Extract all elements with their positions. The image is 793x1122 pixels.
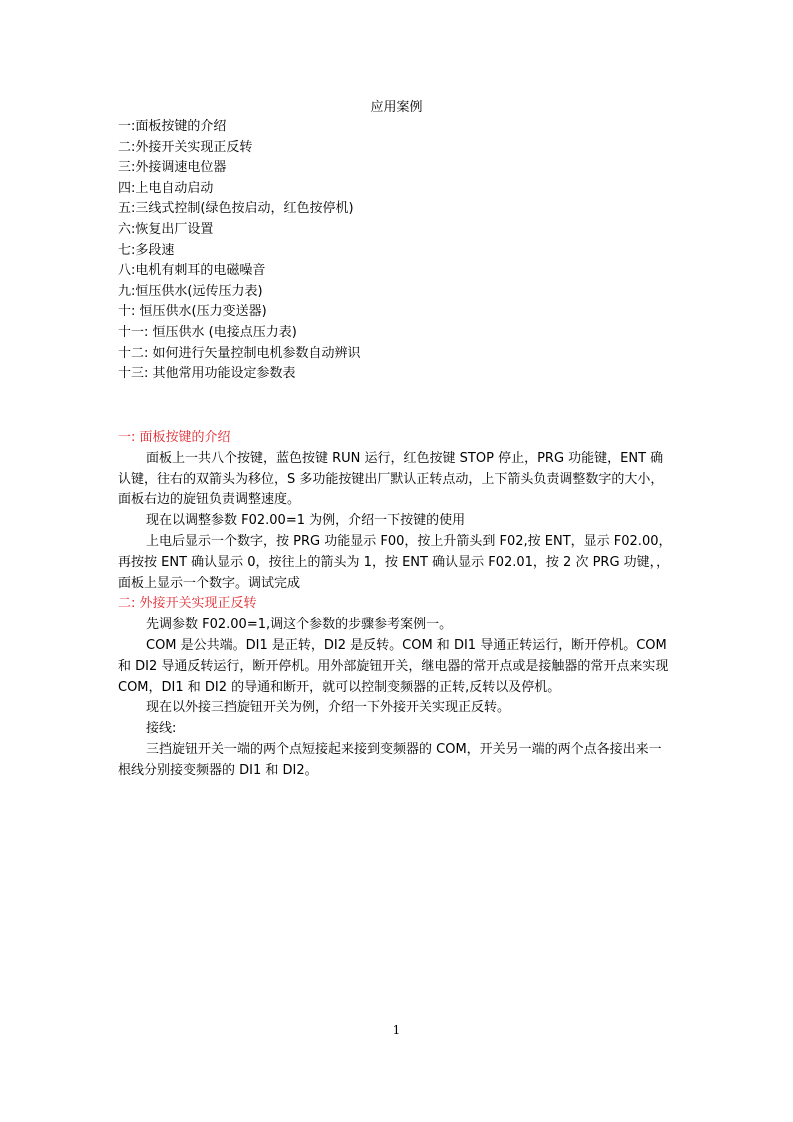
paragraph: 三挡旋钮开关一端的两个点短接起来接到变频器的 COM，开关另一端的两个点各接出来一根线分别接变频器的 DI1 和 DI2。: [118, 741, 662, 778]
toc-item: 二:外接开关实现正反转: [118, 139, 253, 155]
toc-item: 九:恒压供水(远传压力表): [118, 283, 263, 299]
toc-item: 七:多段速: [118, 242, 175, 258]
document-body: [118, 428, 674, 782]
toc-item: 十: 恒压供水(压力变送器): [118, 304, 267, 320]
paragraph: 现在以调整参数 F02.00=1 为例，介绍一下按键的使用: [146, 513, 466, 529]
paragraph: COM 是公共端。DI1 是正转，DI2 是反转。COM 和 DI1 导通正转运行，断开停机。COM 和 DI2 导通反转运行，断开停机。用外部旋钮开关，继电器的常开点或是接触器的常开点来实现 COM，DI1 和 DI2 的导通和断开，就可以控制变频器的正转,反转以及停机。: [118, 637, 669, 695]
toc-item: 三:外接调速电位器: [118, 160, 227, 176]
page-number: 1: [392, 1023, 401, 1037]
toc-item: 十三: 其他常用功能设定参数表: [118, 366, 296, 382]
paragraph: 先调参数 F02.00=1,调这个参数的步骤参考案例一。: [146, 617, 453, 633]
document-title: 应用案例: [370, 100, 423, 115]
section-heading-external-switch: 二: 外接开关实现正反转: [118, 596, 257, 612]
toc-item: 五:三线式控制(绿色按启动，红色按停机): [118, 201, 354, 217]
paragraph: 现在以外接三挡旋钮开关为例，介绍一下外接开关实现正反转。: [146, 700, 511, 716]
section-heading-panel-keys: 一: 面板按键的介绍: [118, 430, 231, 445]
toc-item: 一:面板按键的介绍: [118, 119, 227, 134]
toc-item: 八:电机有刺耳的电磁噪音: [118, 263, 266, 279]
toc-item: 六:恢复出厂设置: [118, 221, 214, 237]
paragraph: 上电后显示一个数字，按 PRG 功能显示 F00，按上升箭头到 F02,按 ENT，显示 F02.00，再按按 ENT 确认显示 0，按往上的箭头为 1，按 ENT 确认显示 F02.01，按 2 次 PRG 功键，，面板上显示一个数字。调试完成: [118, 533, 672, 591]
paragraph: 面板上一共八个按键，蓝色按键 RUN 运行，红色按键 STOP 停止，PRG 功能键，ENT 确认键，往右的双箭头为移位，S 多功能按键出厂默认正转点动，上下箭头负责调整数字的大小，面板右边的旋钮负责调整速度。: [118, 450, 664, 508]
toc-item: 十二: 如何进行矢量控制电机参数自动辨识: [118, 345, 361, 361]
toc-item: 四:上电自动启动: [118, 180, 214, 196]
table-of-contents: [118, 117, 678, 385]
paragraph: 接线:: [146, 721, 177, 737]
toc-item: 十一: 恒压供水 (电接点压力表): [118, 324, 297, 340]
